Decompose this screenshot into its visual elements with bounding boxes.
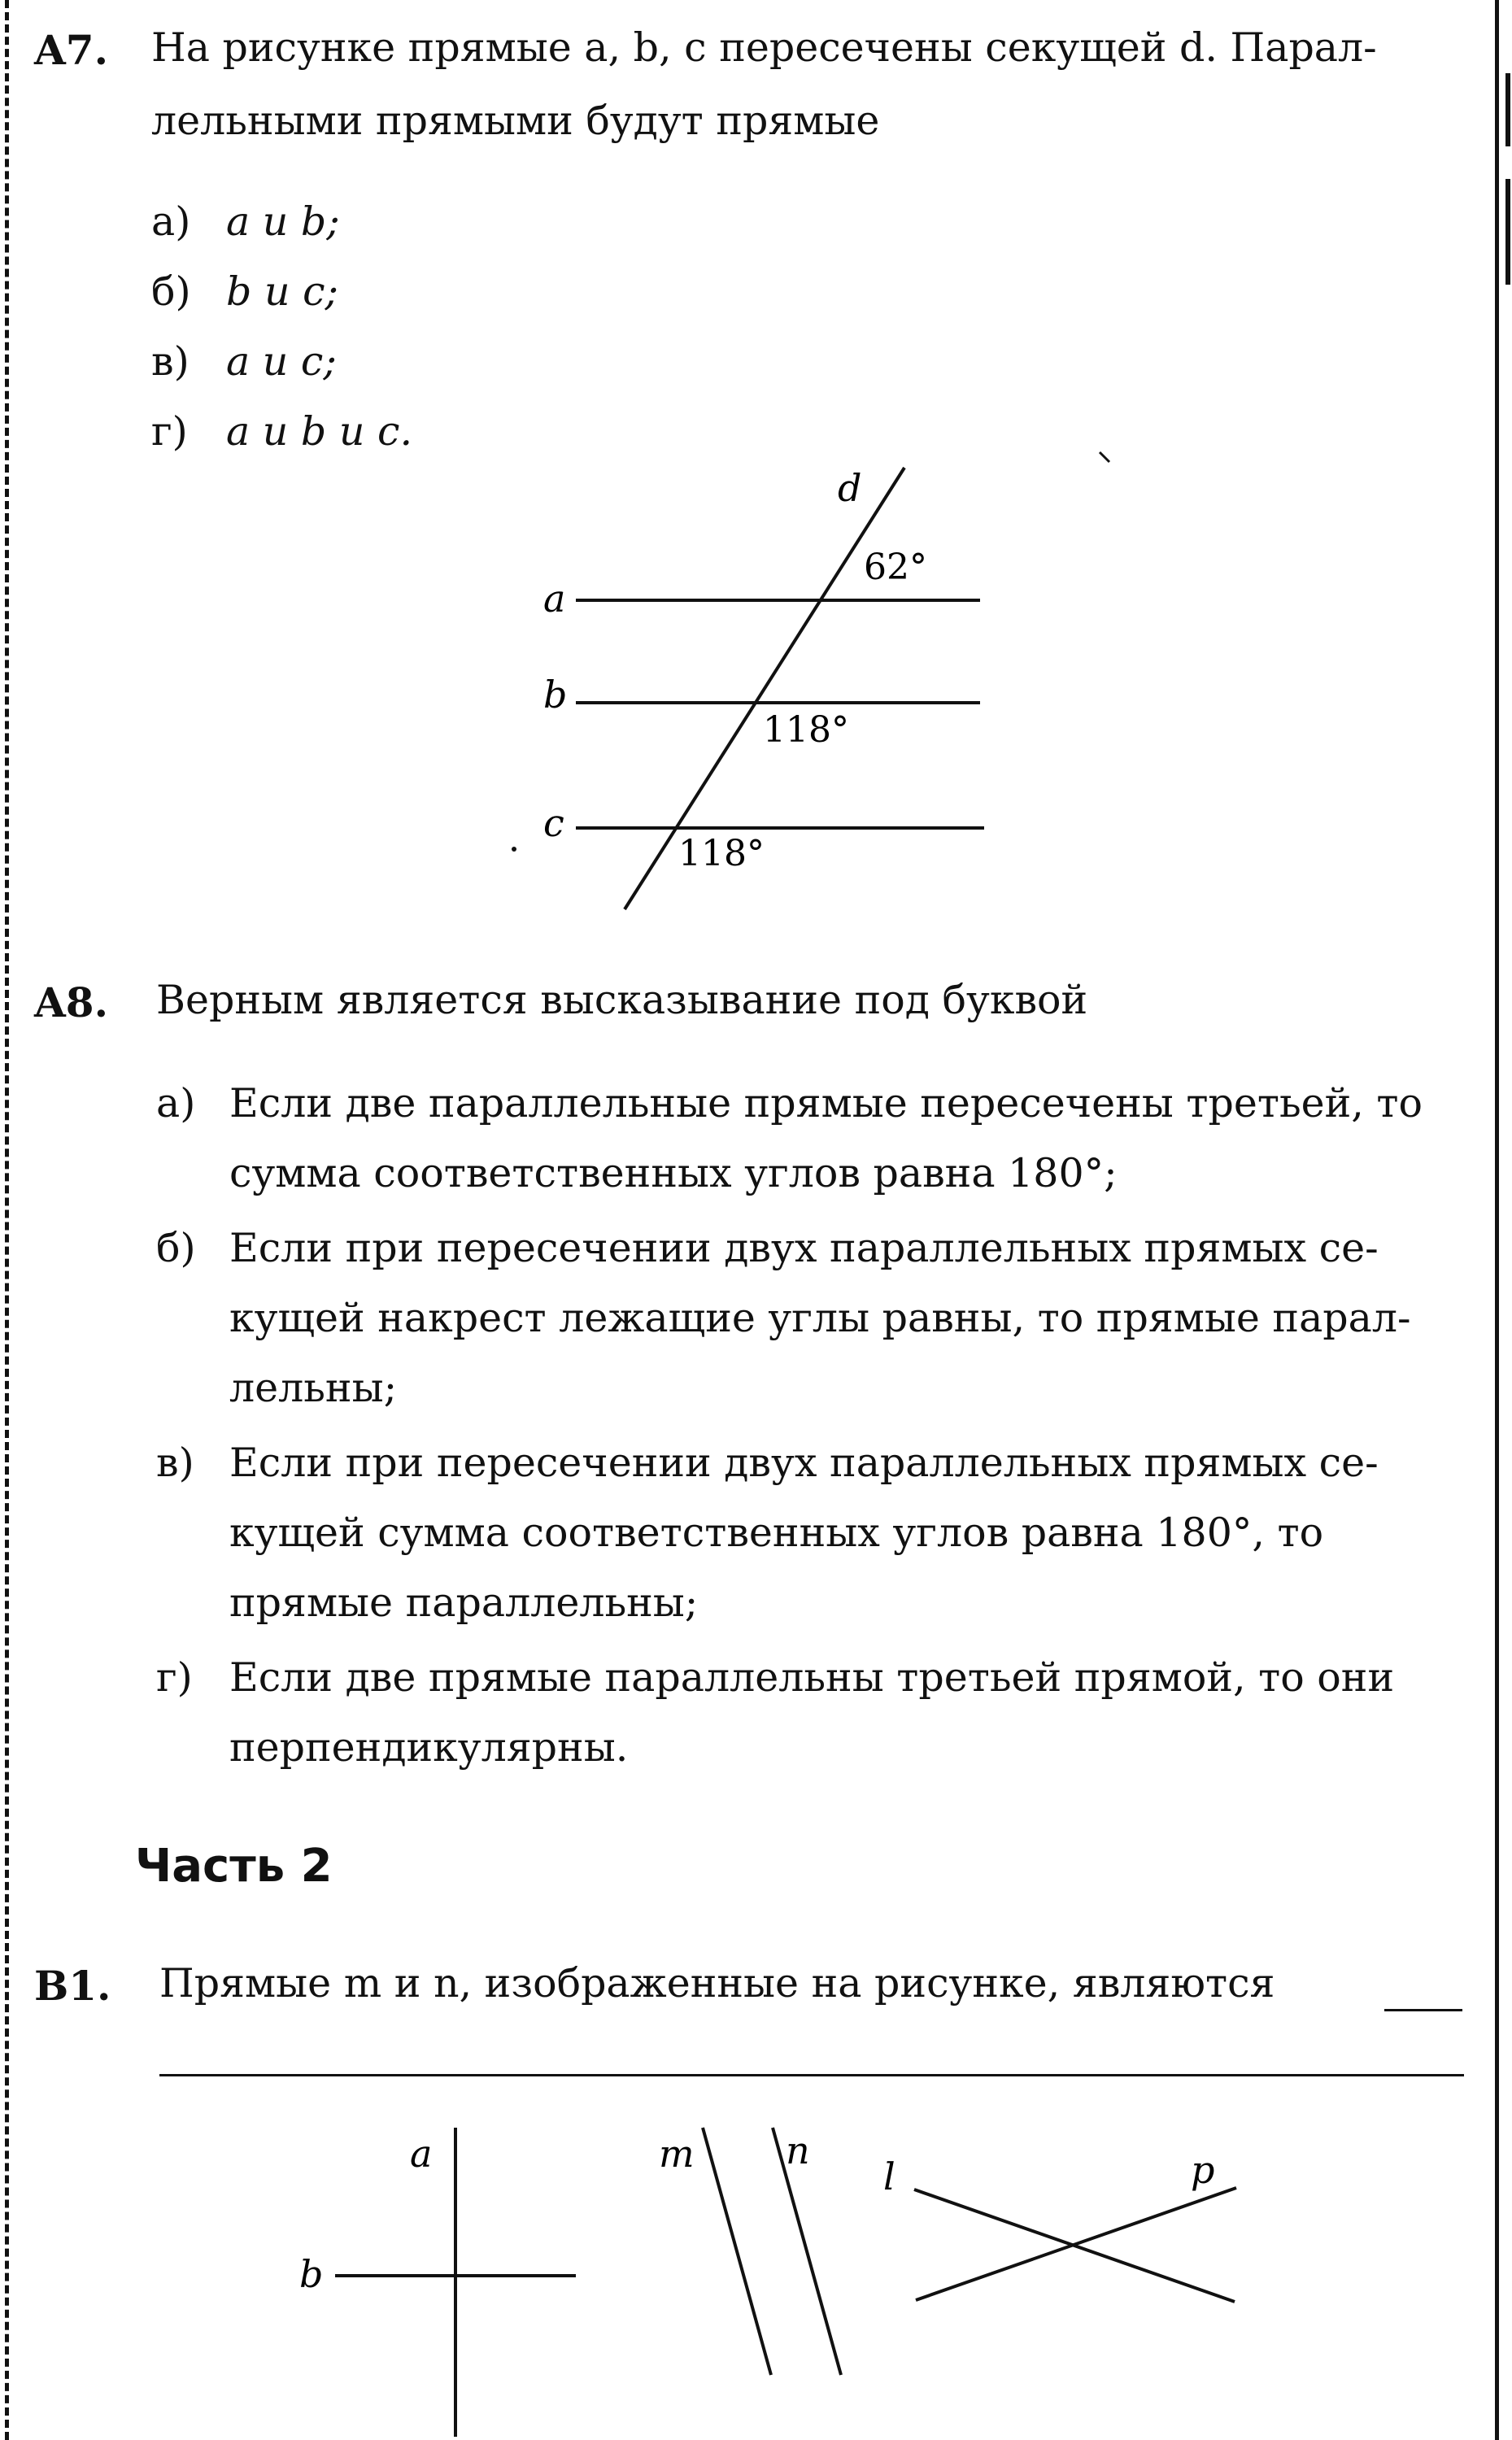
question-text-b1: Прямые m и n, изображенные на рисунке, являются	[159, 1960, 1275, 2006]
option-text: a и b и c.	[226, 408, 413, 455]
option-label: в)	[151, 338, 190, 385]
section-title-part2: Часть 2	[135, 1840, 333, 1893]
question-text-a8: Верным является высказывание под буквой	[156, 977, 1088, 1023]
question-text-a7-line2: лельными прямыми будут прямые	[151, 98, 880, 144]
question-number-a8: A8.	[34, 978, 108, 1026]
stray-dot	[512, 847, 516, 852]
option-label: а)	[156, 1080, 196, 1126]
label-a: a	[410, 2132, 433, 2176]
line-m	[703, 2128, 771, 2375]
option-line: кущей сумма соответственных углов равна 180°, то	[229, 1510, 1324, 1556]
option-text: a и b;	[226, 198, 340, 245]
answer-blank-short	[1384, 2009, 1462, 2011]
question-number-b1: B1.	[34, 1962, 111, 2010]
option-label: в)	[156, 1440, 194, 1486]
option-line: лельны;	[229, 1365, 398, 1411]
option-label: а)	[151, 198, 191, 245]
label-line-b: b	[543, 673, 568, 717]
option-line: Если две прямые параллельны третьей прямой, то они	[229, 1654, 1395, 1701]
figure-a7-parallel-lines	[0, 0, 1512, 976]
option-label: б)	[151, 268, 191, 315]
angle-label-118-b: 118°	[763, 709, 849, 751]
answer-blank-line	[159, 2074, 1464, 2076]
option-text: a и c;	[226, 338, 337, 385]
option-line: сумма соответственных углов равна 180°;	[229, 1150, 1118, 1196]
angle-label-118-c: 118°	[678, 833, 765, 874]
option-text: b и с;	[226, 268, 339, 315]
figure-b1-lines	[0, 2082, 1512, 2440]
option-line: Если при пересечении двух параллельных прямых се-	[229, 1440, 1379, 1486]
option-label: б)	[156, 1225, 196, 1271]
label-l: l	[883, 2155, 895, 2198]
option-label: г)	[151, 408, 188, 455]
stray-mark	[1100, 452, 1109, 462]
label-line-c: c	[543, 801, 564, 845]
label-line-a: a	[543, 577, 566, 621]
label-n: n	[786, 2128, 810, 2172]
angle-label-62: 62°	[864, 547, 927, 588]
label-m: m	[659, 2132, 695, 2176]
option-line: Если две параллельные прямые пересечены третьей, то	[229, 1080, 1423, 1126]
label-line-d: d	[838, 466, 862, 510]
line-d-transversal	[625, 468, 904, 909]
option-line: перпендикулярны.	[229, 1724, 629, 1771]
question-text-a7-line1: На рисунке прямые a, b, c пересечены секущей d. Парал-	[151, 24, 1377, 71]
option-line: кущей накрест лежащие углы равны, то прямые парал-	[229, 1295, 1411, 1341]
option-line: Если при пересечении двух параллельных прямых се-	[229, 1225, 1379, 1271]
option-label: г)	[156, 1654, 193, 1701]
question-number-a7: A7.	[34, 26, 108, 74]
option-line: прямые параллельны;	[229, 1579, 699, 1626]
line-p	[916, 2188, 1236, 2300]
label-p: p	[1191, 2148, 1215, 2192]
label-b: b	[299, 2252, 324, 2296]
